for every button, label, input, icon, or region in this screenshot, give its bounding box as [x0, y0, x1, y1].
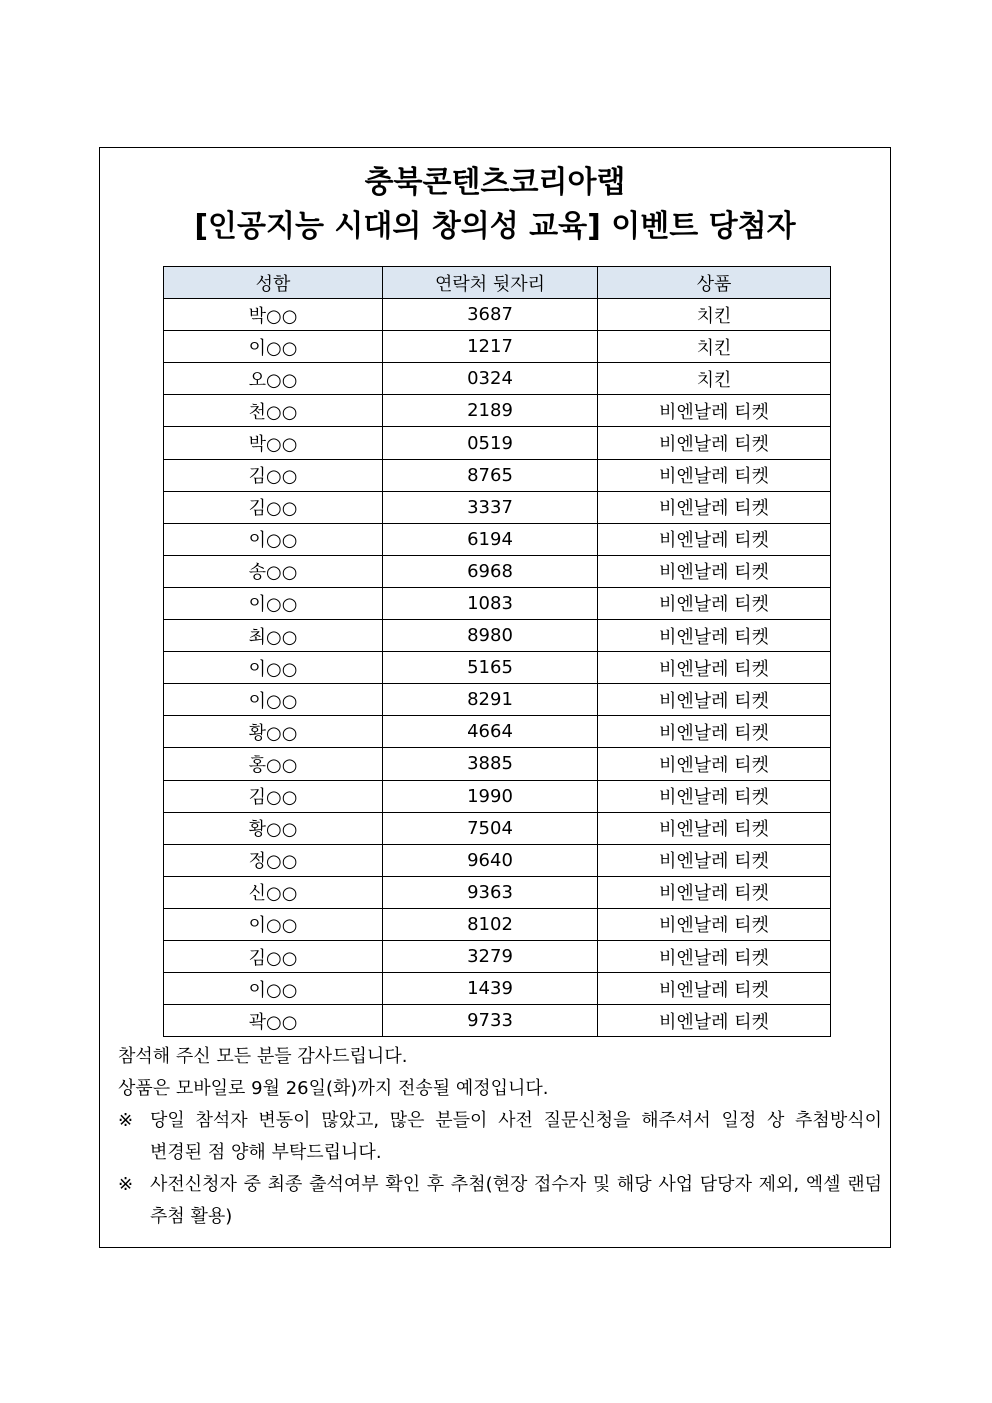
reference-mark-icon: ※ [118, 1174, 134, 1195]
prize-cell: 비엔날레 티켓 [598, 812, 831, 844]
phone-suffix-cell: 9733 [383, 1005, 598, 1037]
winner-name-cell: 이○○ [164, 523, 383, 555]
phone-suffix-cell: 1217 [383, 331, 598, 363]
table-row [164, 491, 831, 523]
document-frame [99, 147, 891, 1248]
prize-cell: 비엔날레 티켓 [598, 555, 831, 587]
phone-suffix-cell: 7504 [383, 812, 598, 844]
phone-suffix-cell: 0324 [383, 363, 598, 395]
table-row [164, 587, 831, 619]
phone-suffix-cell: 3687 [383, 299, 598, 331]
table-row [164, 780, 831, 812]
winners-table [163, 266, 831, 1037]
winner-name-cell: 오○○ [164, 363, 383, 395]
table-row [164, 684, 831, 716]
prize-cell: 비엔날레 티켓 [598, 748, 831, 780]
table-row [164, 331, 831, 363]
table-row [164, 1005, 831, 1037]
table-header-row [164, 267, 831, 299]
notes-section [118, 1041, 886, 1233]
winner-name-cell: 이○○ [164, 587, 383, 619]
prize-cell: 비엔날레 티켓 [598, 395, 831, 427]
winner-name-cell: 천○○ [164, 395, 383, 427]
winner-name-cell: 정○○ [164, 844, 383, 876]
reference-mark-icon: ※ [118, 1110, 134, 1131]
prize-cell: 비엔날레 티켓 [598, 427, 831, 459]
phone-suffix-cell: 6968 [383, 555, 598, 587]
page-subtitle: [인공지능 시대의 창의성 교육] 이벤트 당첨자 [194, 209, 796, 244]
phone-suffix-cell: 1439 [383, 973, 598, 1005]
table-row [164, 844, 831, 876]
column-header-prize: 상품 [598, 267, 831, 299]
remark-text: 사전신청자 중 최종 출석여부 확인 후 추첨(현장 접수자 및 해당 사업 담당자 제외, 엑셀 랜덤 추첨 활용) [150, 1174, 882, 1227]
table-row [164, 427, 831, 459]
prize-cell: 비엔날레 티켓 [598, 844, 831, 876]
winner-name-cell: 이○○ [164, 684, 383, 716]
phone-suffix-cell: 1990 [383, 780, 598, 812]
prize-cell: 비엔날레 티켓 [598, 973, 831, 1005]
phone-suffix-cell: 4664 [383, 716, 598, 748]
phone-suffix-cell: 2189 [383, 395, 598, 427]
phone-suffix-cell: 3279 [383, 940, 598, 972]
winner-name-cell: 신○○ [164, 876, 383, 908]
phone-suffix-cell: 8980 [383, 620, 598, 652]
column-header-phone-suffix: 연락처 뒷자리 [383, 267, 598, 299]
winner-name-cell: 김○○ [164, 459, 383, 491]
winner-name-cell: 박○○ [164, 299, 383, 331]
table-row [164, 299, 831, 331]
prize-cell: 비엔날레 티켓 [598, 652, 831, 684]
page-title: 충북콘텐츠코리아랩 [364, 165, 626, 200]
winner-name-cell: 최○○ [164, 620, 383, 652]
phone-suffix-cell: 5165 [383, 652, 598, 684]
prize-cell: 비엔날레 티켓 [598, 684, 831, 716]
prize-cell: 비엔날레 티켓 [598, 1005, 831, 1037]
phone-suffix-cell: 3337 [383, 491, 598, 523]
winner-name-cell: 송○○ [164, 555, 383, 587]
table-row [164, 363, 831, 395]
prize-cell: 비엔날레 티켓 [598, 523, 831, 555]
table-row [164, 716, 831, 748]
table-row [164, 555, 831, 587]
table-row [164, 652, 831, 684]
prize-cell: 치킨 [598, 363, 831, 395]
phone-suffix-cell: 1083 [383, 587, 598, 619]
table-row [164, 812, 831, 844]
prize-cell: 비엔날레 티켓 [598, 908, 831, 940]
delivery-note: 상품은 모바일로 9월 26일(화)까지 전송될 예정입니다. [118, 1078, 549, 1099]
winner-name-cell: 이○○ [164, 908, 383, 940]
prize-cell: 치킨 [598, 299, 831, 331]
phone-suffix-cell: 9363 [383, 876, 598, 908]
winner-name-cell: 이○○ [164, 973, 383, 1005]
phone-suffix-cell: 6194 [383, 523, 598, 555]
remark-item [118, 1169, 886, 1233]
column-header-name: 성함 [164, 267, 383, 299]
prize-cell: 비엔날레 티켓 [598, 940, 831, 972]
remark-text: 당일 참석자 변동이 많았고, 많은 분들이 사전 질문신청을 해주셔서 일정 상 추첨방식이 변경된 점 양해 부탁드립니다. [150, 1110, 882, 1163]
table-row [164, 908, 831, 940]
winner-name-cell: 김○○ [164, 780, 383, 812]
winner-name-cell: 황○○ [164, 812, 383, 844]
table-row [164, 940, 831, 972]
remark-item [118, 1105, 886, 1169]
winner-name-cell: 박○○ [164, 427, 383, 459]
winners-table-body [164, 299, 831, 1037]
prize-cell: 치킨 [598, 331, 831, 363]
prize-cell: 비엔날레 티켓 [598, 716, 831, 748]
prize-cell: 비엔날레 티켓 [598, 620, 831, 652]
prize-cell: 비엔날레 티켓 [598, 587, 831, 619]
winner-name-cell: 이○○ [164, 652, 383, 684]
winner-name-cell: 김○○ [164, 491, 383, 523]
table-row [164, 523, 831, 555]
thanks-note: 참석해 주신 모든 분들 감사드립니다. [118, 1046, 408, 1067]
winner-name-cell: 곽○○ [164, 1005, 383, 1037]
prize-cell: 비엔날레 티켓 [598, 780, 831, 812]
table-row [164, 876, 831, 908]
phone-suffix-cell: 3885 [383, 748, 598, 780]
table-row [164, 395, 831, 427]
phone-suffix-cell: 9640 [383, 844, 598, 876]
table-row [164, 748, 831, 780]
phone-suffix-cell: 8102 [383, 908, 598, 940]
phone-suffix-cell: 0519 [383, 427, 598, 459]
winner-name-cell: 이○○ [164, 331, 383, 363]
winner-name-cell: 황○○ [164, 716, 383, 748]
phone-suffix-cell: 8765 [383, 459, 598, 491]
prize-cell: 비엔날레 티켓 [598, 459, 831, 491]
phone-suffix-cell: 8291 [383, 684, 598, 716]
prize-cell: 비엔날레 티켓 [598, 491, 831, 523]
winner-name-cell: 홍○○ [164, 748, 383, 780]
table-row [164, 973, 831, 1005]
table-row [164, 459, 831, 491]
winner-name-cell: 김○○ [164, 940, 383, 972]
table-row [164, 620, 831, 652]
prize-cell: 비엔날레 티켓 [598, 876, 831, 908]
